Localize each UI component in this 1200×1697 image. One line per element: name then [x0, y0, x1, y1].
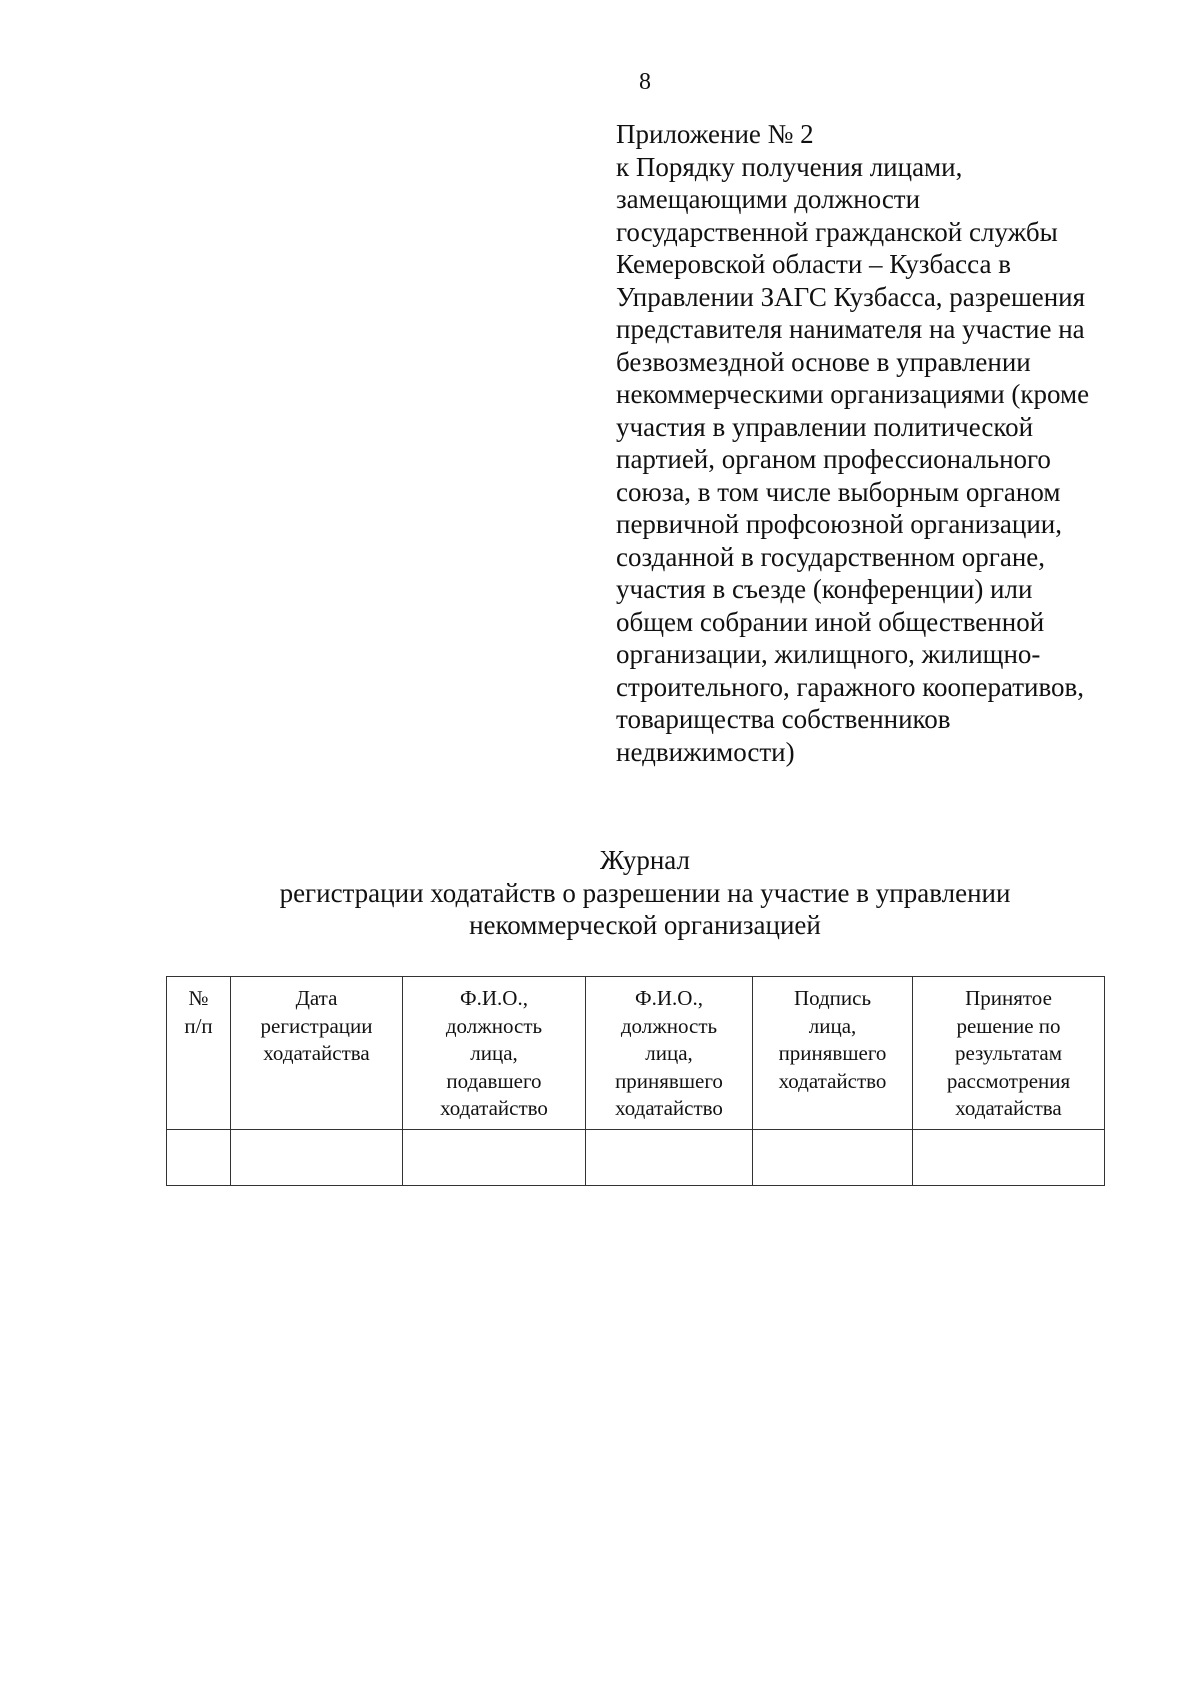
table-header-row: [167, 977, 1105, 1130]
table-cell: [403, 1129, 586, 1185]
table-cell: [167, 1129, 231, 1185]
appendix-line: недвижимости): [616, 736, 795, 767]
table-cell: [753, 1129, 913, 1185]
appendix-line: общем собрании иной общественной: [616, 606, 1045, 637]
appendix-line: участия в съезде (конференции) или: [616, 574, 1033, 604]
appendix-line: партией, органом профессионального: [616, 444, 1051, 474]
appendix-line: к Порядку получения лицами,: [616, 151, 963, 182]
column-header-registration-date: Дата регистрации ходатайства: [231, 977, 403, 1130]
appendix-line: товарищества собственников: [616, 704, 951, 734]
journal-heading: [0, 844, 1200, 942]
column-header-number: № п/п: [167, 977, 231, 1130]
appendix-caption: [616, 118, 1156, 768]
column-header-decision: Принятое решение по результатам рассмотрения ходатайства: [913, 977, 1105, 1130]
table-cell: [231, 1129, 403, 1185]
journal-subtitle-line: некоммерческой организацией: [469, 910, 821, 940]
registration-table: [166, 976, 1105, 1186]
appendix-line: участия в управлении политической: [616, 411, 1034, 442]
appendix-line: государственной гражданской службы: [616, 216, 1058, 247]
appendix-line: некоммерческими организациями (кроме: [616, 379, 1090, 409]
journal-title: Журнал: [599, 845, 691, 875]
appendix-line: Управлении ЗАГС Кузбасса, разрешения: [616, 281, 1086, 312]
appendix-line: Приложение № 2: [616, 119, 814, 149]
column-header-receiver: Ф.И.О., должность лица, принявшего ходатайство: [586, 977, 753, 1130]
appendix-line: Кемеровской области – Кузбасса в: [616, 249, 1011, 279]
page-number: 8: [639, 69, 651, 95]
column-header-applicant: Ф.И.О., должность лица, подавшего ходатайство: [403, 977, 586, 1130]
column-header-receiver-signature: Подпись лица, принявшего ходатайство: [753, 977, 913, 1130]
appendix-line: созданной в государственном органе,: [616, 541, 1046, 572]
appendix-line: замещающими должности: [616, 184, 921, 214]
appendix-line: представителя нанимателя на участие на: [616, 314, 1085, 344]
appendix-line: организации, жилищного, жилищно-: [616, 639, 1041, 669]
table-cell: [586, 1129, 753, 1185]
appendix-line: строительного, гаражного кооперативов,: [616, 671, 1085, 702]
appendix-line: первичной профсоюзной организации,: [616, 509, 1062, 539]
table-cell: [913, 1129, 1105, 1185]
appendix-line: союза, в том числе выборным органом: [616, 476, 1061, 507]
appendix-line: безвозмездной основе в управлении: [616, 346, 1031, 377]
table-row: [167, 1129, 1105, 1185]
journal-subtitle-line: регистрации ходатайств о разрешении на участие в управлении: [279, 877, 1011, 908]
